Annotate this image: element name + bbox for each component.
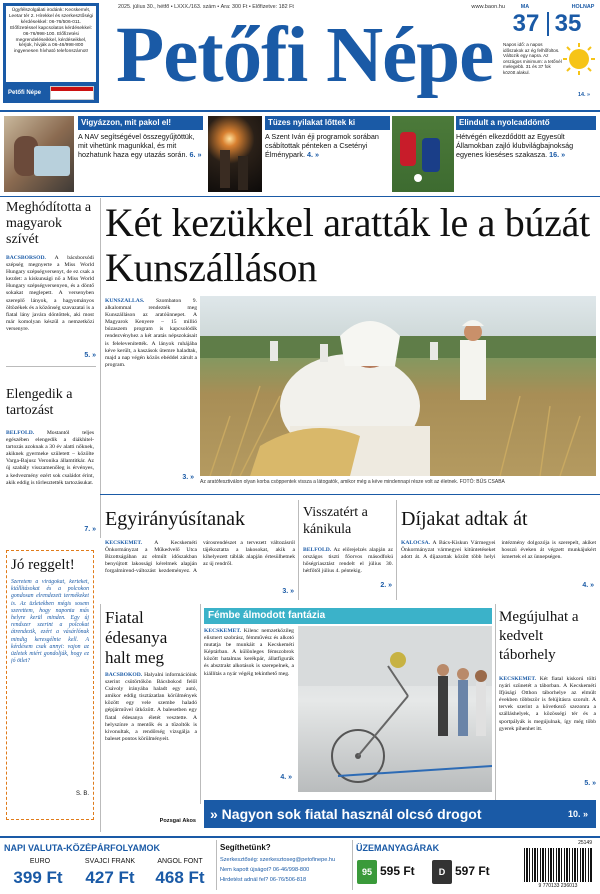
help-line-2[interactable]: Nem kapott újságot? 06-46/998-800 bbox=[220, 867, 310, 873]
teaser-ref-3[interactable]: 16. » bbox=[549, 150, 566, 159]
return-text: Az előrejelzés alapján az országos tiszti főorvos másodfokú hőségriasztást rendelt el július 30. hétfőtől július 4. péntekig. bbox=[303, 547, 393, 575]
fx-chf-name: SVÁJCI FRANK bbox=[84, 858, 136, 865]
young-mother-place: BÁCSBOKOD. bbox=[105, 672, 143, 678]
return-page-ref[interactable]: 2. » bbox=[380, 582, 392, 589]
fuel-95-value: 595 Ft bbox=[380, 864, 415, 878]
awards-place: KALOCSA. bbox=[401, 540, 431, 546]
barcode-issue: 25149 bbox=[578, 840, 592, 846]
one-way-page-ref[interactable]: 3. » bbox=[282, 588, 294, 595]
fx-euro-name: EURÓ bbox=[29, 858, 51, 865]
barcode bbox=[520, 840, 596, 892]
awards-text: A Bács-Kiskun Vármegyei Önkormányzat vármegyei kitüntetéseket adott át. A díjazottak között több helyi intézmény dolgozója is szerepelt, akiket hosszú éveken át végzett munkájukért ismertek el az ünnepségen. bbox=[401, 540, 596, 561]
story1-place: BÁCSBORSÓD. bbox=[6, 255, 46, 261]
promo-box-text: Ügyfélszolgálati irodánk: Kecskemét, Leetar tér 2. Hírekkel és szerkesztőségi kérdésekkel: 06-76/506-011. Előfizetéssel kapcsolatos kérdésekkel: 06-76/998-100. Előfizetési megrendeléseikkel, kérdéseikkel, kérjük, hívják a 06-46/998-800 ingyenesen hívható telefonszámot! bbox=[6, 6, 96, 82]
teaser-body-1: A NAV segítségével összegyűjtöttük, mit vihetünk magunkkal, és mit hozhatunk haza egy utazás során. bbox=[78, 132, 195, 159]
metal-art-body bbox=[204, 628, 294, 778]
fx-chf-value: 427 Ft bbox=[85, 868, 135, 887]
help-line-3[interactable]: Hirdetést adnál fel? 06-76/506-818 bbox=[220, 877, 307, 883]
metal-art-banner[interactable]: Fémbe álmodott fantázia bbox=[204, 608, 492, 624]
masthead-rule bbox=[0, 110, 600, 112]
footer-rule-2 bbox=[352, 840, 353, 890]
metal-art-text: Kilenc nemzetközileg elismert szobrász, fémművész és alkotó mutatja be munkáit a Kecskeméti Képtárban. A különleges fémszobrok között hatalmas kerékpár, állatfigurák és absztrakt alkotások is szerepelnek, a kiállítás a nyár végéig tekinthető meg. bbox=[204, 628, 294, 677]
story2-body bbox=[6, 430, 94, 532]
good-morning-title: Jó reggelt! bbox=[11, 557, 75, 573]
edition-line: 2025. július 30., hétfő • LXXX./163. szám • Ára: 300 Ft • Előfizetve: 182 Ft bbox=[118, 4, 294, 10]
teaser-text-2 bbox=[265, 132, 390, 172]
camp-text: Két fiatal kiskorú tölti nyári szünetét a táborban. A Kecskeméti Ifjúsági Otthon táborhelye az elmúlt években többször is felújításra szorult. A tervek szerint a következő szezonra a szálláshelyek, a közösségi tér és a sportpályák is megújulnak, így még több gyerek pihenhet itt. bbox=[499, 676, 596, 732]
teaser-photo-travel bbox=[4, 116, 74, 192]
main-page-ref[interactable]: 3. » bbox=[182, 474, 194, 481]
awards-page-ref[interactable]: 4. » bbox=[582, 582, 594, 589]
teaser-photo-fire bbox=[208, 116, 262, 192]
fuel-95-name: 95 bbox=[361, 867, 372, 877]
teaser-photo-football bbox=[392, 116, 454, 192]
one-way-place: KECSKEMÉT. bbox=[105, 540, 143, 546]
awards-headline[interactable]: Díjakat adtak át bbox=[401, 508, 528, 530]
promo-box bbox=[3, 3, 99, 103]
teaser-body-2: A Szent Iván éji programok sorában csábítottak pénteken a Csetényi Élménypark. bbox=[265, 132, 379, 159]
story1-page-ref[interactable]: 5. » bbox=[84, 352, 96, 359]
story1-text: A bácsborsódi szépség megnyerte a Miss World Hungary szépségversenyt, de ez csak a kezdet: a kiskunsági nő a Miss World Hungary szépségversenyen, és a döntő sokakat meglepett. A versenyben szereplő lányok, a hagyományos öltözékek és a közönség szavazatai is a fiatal lány javára döntöttek, aki most már komolyan készül a nemzetközi versenyre. bbox=[6, 255, 94, 332]
row2-rule-1 bbox=[298, 500, 299, 600]
main-bottom-rule bbox=[100, 494, 600, 495]
help-line-1[interactable]: Szerkesztőség: szerkesztoseg@petofinepe.hu bbox=[220, 857, 336, 863]
story2-text: Mostantól teljes egészében elengedik a diákhitel-tartozás azoknak a 30 év alatti nőknek, akiknek gyermeke született – közölte Varga-Bajusz Veronika államtitkár. Az új szabály visszamenőleg is érvényes, a kedvezmény ezért sok családot érint, akik eddig is törlesztették tartozásukat. bbox=[6, 430, 94, 486]
teaser-title-2[interactable]: Tüzes nyilakat lőttek ki bbox=[265, 116, 390, 130]
teaser-text-3 bbox=[456, 132, 596, 172]
weather-page-ref[interactable]: 14. » bbox=[578, 92, 590, 98]
website-link[interactable]: www.baon.hu bbox=[471, 4, 505, 10]
promo-brand: Petőfi Népe bbox=[8, 90, 42, 96]
fuel-diesel-value: 597 Ft bbox=[455, 864, 490, 878]
weather-today-label: MA bbox=[520, 4, 530, 10]
fuel-title: ÜZEMANYAGÁRAK bbox=[356, 843, 440, 853]
young-mother-body bbox=[105, 672, 197, 814]
drug-banner-page-ref[interactable]: 10. » bbox=[567, 809, 588, 819]
return-headline[interactable]: Visszatért a kánikula bbox=[303, 505, 368, 537]
main-headline[interactable]: Két kezükkel aratták le a búzát Kunszálláson bbox=[105, 200, 590, 290]
footer-rule bbox=[0, 836, 600, 838]
young-mother-text: Halyalni információink szerint csütörtökön Bácsbokod felől Csávoly irányába haladt egy autó, amikor eddig tisztázatlan körülmények között egy vele szembe haladó gépjárművel ütközött. A balesetben egy fiatal édesanya életét vesztette. A helyszínre a mentők és a tűzoltók is kivonultak, a rendőrség vizsgálja a baleset pontos körülményeit. bbox=[105, 672, 197, 742]
one-way-headline[interactable]: Egyirányúsítanak bbox=[105, 508, 245, 530]
sun-icon bbox=[562, 42, 596, 76]
weather-tomorrow-temp: 35 bbox=[554, 10, 582, 37]
teaser-title-1[interactable]: Vigyázzon, mit pakol el! bbox=[78, 116, 203, 130]
camp-place: KECSKEMÉT. bbox=[499, 676, 537, 682]
main-photo-harvest bbox=[200, 296, 596, 476]
fuel-diesel-name: D bbox=[438, 867, 446, 877]
story1-body bbox=[6, 255, 94, 361]
camp-page-ref[interactable]: 5. » bbox=[584, 780, 596, 787]
drug-banner[interactable] bbox=[204, 800, 596, 828]
barcode-bars bbox=[524, 848, 592, 882]
masthead-title: Petőfi Népe bbox=[116, 12, 494, 99]
main-text: Szombaton 9. alkalommal rendezték meg Kunszálláson az aratóünnepet. A Magyarok Kenyere – 15 millió búzaszem program is kapcsolódik rendezvényhez a két aratás népszokásait is felelevenítették. A lányok ruhájába kéve került, a kaszások ütemre haladtak, majd a nap végén közös ebéddel zárult a program. bbox=[105, 298, 197, 368]
main-left-rule bbox=[100, 198, 101, 538]
left-rule-lower bbox=[100, 604, 101, 832]
fx-gbp-name: ANGOL FONT bbox=[157, 858, 203, 865]
fuel-95-icon bbox=[357, 860, 377, 884]
help-title: Segíthetünk? bbox=[220, 843, 271, 852]
metal-art-place: KECSKEMÉT. bbox=[204, 628, 242, 634]
teaser-ref-2[interactable]: 4. » bbox=[306, 150, 319, 159]
teaser-body-3: Hétvégén elkezdődött az Egyesült Államokban zajló klubvilágbajnokság egyenes kieséses szakasza. bbox=[456, 132, 574, 159]
teaser-ref-1[interactable]: 6. » bbox=[189, 150, 202, 159]
weather-today-temp: 37 bbox=[512, 10, 540, 37]
main-photo-caption: Az aratófesztiválon olyan korba csöppentek vissza a látogatók, amikor még a kéve mindennapi része volt az életnek. FOTÓ: BŰS CSABA bbox=[200, 479, 505, 485]
teaser-rule bbox=[0, 196, 600, 197]
fuel-diesel-icon bbox=[432, 860, 452, 884]
good-morning-box bbox=[6, 550, 94, 820]
good-morning-author: S. B. bbox=[75, 791, 89, 797]
fx-title: NAPI VALUTA-KÖZÉPÁRFOLYAMOK bbox=[4, 843, 161, 853]
main-place: KUNSZÁLLÁS. bbox=[105, 298, 145, 304]
footer-rule-1 bbox=[216, 840, 217, 890]
left-rule-1 bbox=[6, 366, 96, 367]
weather-text: Napos idő: a napos időszakok az ég felhőfoltos. Változik egy napra. Az országos minimum: a tetőnél melegebb. 31 és 37 fok között alakul. bbox=[503, 42, 562, 75]
main-body bbox=[105, 298, 197, 478]
metal-art-page-ref[interactable]: 4. » bbox=[280, 774, 292, 781]
fx-euro-value: 399 Ft bbox=[13, 868, 63, 887]
weather-divider bbox=[547, 12, 549, 36]
weather-tomorrow-label: HOLNAP bbox=[571, 4, 595, 10]
teaser-text-1 bbox=[78, 132, 203, 172]
good-morning-text: Szeretem a virágokat, kerteket, kiállításokat és a polcokon gondosan elrendezett termékeket is. Az üzletekben mégis sosem szerettem, hogy naponta más helyre kerül minden. Egy új rendszer szerint a polcokat átrendezik, ezért a vásárlónak mindig keresgélnie kell. A kérdésem csak annyi: vajon az üzletek miért gondolják, hogy ez jó ötlet? bbox=[11, 579, 89, 665]
barcode-number: 9 770133 236013 bbox=[538, 883, 578, 889]
young-mother-author: Pozsgai Ákos bbox=[159, 818, 196, 824]
camp-headline[interactable]: Megújulhat a kedvelt táborhely bbox=[499, 609, 579, 663]
right-rule-lower bbox=[495, 604, 496, 804]
young-mother-headline[interactable]: Fiatal édesanya halt meg bbox=[105, 608, 168, 667]
awards-body bbox=[401, 540, 596, 592]
story2-headline[interactable]: Elengedik a tartozást bbox=[6, 387, 73, 418]
mid-rule-lower bbox=[200, 604, 201, 804]
return-place: BELFÖLD. bbox=[303, 547, 332, 553]
teaser-title-3[interactable]: Elindult a nyolcaddöntő bbox=[456, 116, 596, 130]
story1-headline[interactable]: Meghódította a magyarok szívét bbox=[6, 200, 92, 247]
drug-banner-text: » Nagyon sok fiatal használ olcsó drogot bbox=[210, 806, 482, 822]
one-way-body bbox=[105, 540, 295, 596]
newspaper-thumb bbox=[50, 86, 94, 100]
fx-gbp-value: 468 Ft bbox=[155, 868, 205, 887]
camp-body bbox=[499, 676, 596, 786]
row2-rule-2 bbox=[396, 500, 397, 600]
metal-art-photo bbox=[298, 626, 492, 792]
one-way-text: A Kecskeméti Önkormányzat a Műkedvelő Utca Bizottságában az elmúlt időszakban benyújtott lakossági kérelmek alapján forgalmirend-változást kezdeményez. A városrendészet a tervezett változásról tájékoztatta a lakosokat, akik a kihelyezett táblák alapján értesülhetnek az új rendről. bbox=[105, 540, 295, 575]
story2-place: BELFÖLD. bbox=[6, 430, 35, 436]
story2-page-ref[interactable]: 7. » bbox=[84, 526, 96, 533]
